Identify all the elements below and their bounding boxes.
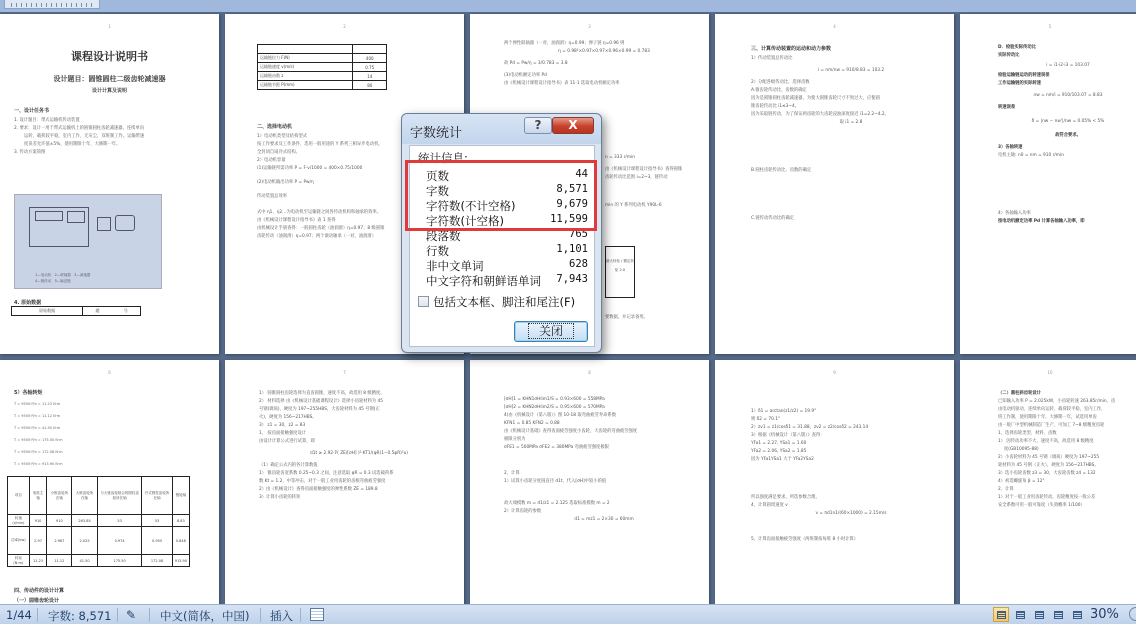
ruler-scale[interactable] [4, 0, 100, 9]
text-line: 工作运输链的实际转速 [998, 81, 1041, 86]
text-line: 3）选小齿轮齿数 z3 = 30，大齿轮齿数 z4 = 132 [998, 471, 1096, 476]
stat-label: 行数 [426, 244, 449, 258]
text-line: D．检验实际传动比 [998, 45, 1036, 50]
page-number: 2 [343, 24, 346, 29]
document-page-9[interactable] [715, 360, 954, 604]
dialog-title: 字数统计 [410, 126, 463, 141]
text-line: 3） z1 = 30，z2 = 83 [259, 423, 306, 428]
document-subtitle-2: 设计计算及说明 [91, 88, 127, 94]
text-line: 要数据，并记录备用。 [605, 315, 648, 320]
word-count-dialog [401, 113, 602, 353]
table-cell: 400 [353, 54, 387, 63]
close-button[interactable] [552, 117, 594, 134]
table-cell: 80 [353, 81, 387, 90]
text-line: 3）计算小齿轮的转矩 [259, 495, 301, 500]
macro-record-icon[interactable] [310, 608, 324, 621]
text-line: 1）对于一般工业用齿轮传动，齿轮精度按一般公差 [998, 495, 1096, 500]
text-line: [σH]2 = KHN2σHlim2/S = 0.95×600 = 570MPa [504, 405, 605, 410]
table-cell: 53 [97, 515, 142, 527]
section-heading: 4. 原始数据 [14, 300, 42, 306]
horizontal-ruler [0, 0, 1136, 12]
text-line: 2） 材料选择 由《机械设计基础课程设计》选择小齿轮材料为 45 [259, 399, 384, 404]
table-cell: 2.967 [47, 527, 72, 555]
help-icon: ? [534, 118, 542, 132]
diagram-label: 4—链传动 [35, 279, 52, 283]
table-cell: 172.08 [142, 555, 172, 567]
text-line: 4)由《机械设计（第八版）》图 10-18 取弯曲疲劳寿命系数 [504, 413, 617, 418]
text-line: 4）各轴输入功率 [998, 211, 1031, 216]
proofing-icon[interactable]: ✎ [126, 608, 137, 622]
stat-value: 9,679 [556, 198, 588, 210]
text-line: 1）δ1 = arctan(z1/z2) = 19.9° [751, 409, 817, 414]
word-count-indicator[interactable]: 字数: 8,571 [48, 609, 112, 623]
document-page-1[interactable] [0, 14, 219, 354]
text-line: 因为采取链传动，为了保证两齿轮的大齿轮浸油深度接近 i1=2.2~4.2。 [751, 112, 889, 117]
language-indicator[interactable]: 中文(简体，中国) [160, 609, 250, 623]
stat-non-chinese-words [426, 258, 588, 273]
text-line: 实际传动比 [998, 53, 1020, 58]
text-line: 轮材料为 45 号钢（正火），硬度为 156~217HBS。 [998, 463, 1099, 468]
stat-label: 字符数(不计空格) [426, 199, 516, 213]
text-line: 1） 锥齿轮齿宽系数 0.25~0.3 之间，注意选取 φR = 0.3 试选载荷系 [259, 471, 394, 476]
text-line: 因为是圆锥圆柱齿轮减速器，为使大圆锥齿轮尺寸不致过大，应使圆 [751, 96, 880, 101]
text-line: 度(GB10095-88) [1004, 447, 1039, 452]
text-line: 3）各轴转速 [998, 145, 1023, 150]
text-line: A.锥齿轮传动比、齿数的确定 [751, 88, 807, 93]
page-number: 6 [108, 370, 111, 375]
stat-label: 中文字符和朝鲜语单词 [426, 274, 541, 288]
text-line: 由电动机驱动，连续单向运转，载荷较平稳，室内工作， [998, 407, 1106, 412]
table-cell: 175.50 [97, 555, 142, 567]
stat-value: 11,599 [550, 213, 588, 225]
page-number: 7 [343, 370, 346, 375]
text-line: 2. 要求：设计一用于带式运输机上的圆锥圆柱齿轮减速器。连续单向 [14, 126, 145, 131]
table-header: 链轮轴 [172, 477, 189, 515]
web-layout-button[interactable] [1031, 607, 1047, 622]
stat-value: 765 [569, 228, 588, 240]
table-cell: 转矩(N·m) [8, 555, 30, 567]
text-line: [σH]1 = KHN1σHlim1/S = 0.93×600 = 558MPa [504, 397, 605, 402]
text-line: nw = nm/i = 910/103.07 = 8.83 [1033, 93, 1103, 98]
text-line: YFa2 = 2.06, YSa2 = 1.85 [751, 449, 807, 454]
draft-view-button[interactable] [1069, 607, 1085, 622]
table-cell: 功率(kw) [8, 527, 30, 555]
text-line: 度误差允许值±5%，使用期限十年，大修期一年。 [24, 142, 121, 147]
stat-asian-characters [426, 273, 588, 288]
text-line: v = πd1n1/(60×1000) = 2.15m/s [815, 511, 887, 516]
text-line: 由《机械设计课程设计指导书》表 1 查得 [257, 218, 336, 223]
text-line: 班工作制，使用期限十年，大修期一年，试选用单齿 [998, 415, 1097, 420]
text-line: B.圆柱齿轮传动比、齿数的确定 [751, 168, 812, 173]
table-cell: 14 [353, 72, 387, 81]
text-line: YFa1 = 2.27, YSa1 = 1.60 [751, 441, 807, 446]
text-line: 由《机械设计基础》查得齿面疲劳强度小齿轮，大齿轮的弯曲疲劳强度 [504, 429, 638, 434]
table-cell: 263.85 [72, 515, 98, 527]
diagram-label: 5—输送链 [54, 279, 71, 283]
table-cell: 11.12 [47, 555, 72, 567]
text-line: 电机主轴: n0 = nm = 910 r/min [998, 153, 1064, 158]
text-line: 按电动机额定功率 Pd 计算各轴输入功率，即 [998, 219, 1085, 224]
table-header: 电机主轴 [29, 477, 47, 515]
text-line: 锥齿轮传动比 i1≤3~4。 [751, 104, 800, 109]
table-cell: 0.848 [172, 527, 189, 555]
text-line: 1）试算小齿轮分度圆直径 d1t，代入[σH]中较小的值 [504, 479, 607, 484]
text-line: 1） 因传动功率不大，速度不高，故选用 8 级精度 [998, 439, 1094, 444]
text-line: 4、计算圆周速度 v [751, 503, 788, 508]
text-line: 故 Pd = Pw/η = 3/0.783 = 3.8 [504, 61, 568, 66]
text-line: 运转，载荷较平稳，室内工作，无灰尘，双班制工作。运输带速 [24, 134, 145, 139]
web-layout-icon [1035, 611, 1044, 619]
draft-icon [1073, 611, 1082, 619]
text-line: 故符合要求。 [1055, 133, 1081, 138]
outline-icon [1054, 611, 1063, 619]
stat-label: 字符数(计空格) [426, 214, 504, 228]
text-line: 数 Kt = 1.2，中等冲击，对于一般工业用齿轮的齿根弯曲疲劳强度 [259, 479, 386, 484]
diagram-label: 3—减速器 [74, 273, 91, 277]
table-cell: 号 [112, 307, 141, 316]
zoom-out-button[interactable] [1129, 607, 1136, 621]
text-line: i = i1·i2·i3 = 103.07 [1046, 63, 1090, 68]
table-cell: 运输链节距 P(mm) [258, 81, 353, 90]
text-line: 2）电动机容量 [257, 158, 286, 163]
text-line: 2、计算 [998, 487, 1014, 492]
text-line: 取 i1 = 2.8 [839, 120, 863, 125]
section-heading: 二、选择电动机 [257, 124, 293, 130]
section-heading: （一）圆锥齿轮设计 [14, 598, 60, 604]
text-line: σFE1 = 500MPa σFE2 = 380MPa 弯曲疲劳强度极限 [504, 445, 609, 450]
section-heading: 5）各轴转矩 [14, 390, 43, 396]
stat-label: 非中文单词 [426, 259, 484, 273]
close-icon: X [568, 118, 578, 132]
table-cell [258, 45, 353, 54]
document-page-6[interactable]: 6 5）各轴转矩 T = 9550·P/n = 11.23 N·m T = 9550·P/n = 11.12 N·m T = 9550·P/n = 41.50 N·m T = 9550·P/n = 175.50 N·m T = 9550·P/n = 172.08 N·m T = 9550·P/n = 913.90 N·m 项目 电机主轴 小锥齿轮所在轴 大锥齿轮所在轴 与大锥齿轮啮合的圆柱齿轮所在轴 开式圆柱齿轮所在轴 链轮轴 转速(r/min) 910 910 263.85 53 53 8.83 功率(kw) 2.97 2.967 2.025 0.974 0.955 0.848 转矩(N·m) 11.23 11.12 41.50 175.50 172.08 913.90 四、传动件的设计计算 （一）圆锥齿轮设计 [0, 360, 219, 604]
text-line: 极限分别为 [504, 437, 526, 442]
text-line: 1、 按齿面接触强度设计 [259, 431, 307, 436]
text-line: (1)运输链所需功率 P = F·v/1000 = 400×0.75/1000 [257, 166, 363, 171]
stat-value: 1,101 [556, 243, 588, 255]
text-line: C.链传动传动比的确定 [751, 216, 795, 221]
text-line: 3）根据《机械设计（第八版）》查得： [751, 433, 825, 438]
text-line: （1）确定公式内的各计算数值 [259, 463, 318, 468]
text-line: 由《机械设计课程设计指导书》表 11-1 选取电动机额定功率 [504, 81, 620, 86]
text-line: 式中 η1、η2…为电动机至运输链之间各传动机构和轴承的效率。 [257, 210, 381, 215]
close-dialog-button[interactable] [514, 321, 588, 342]
table-cell: 0.955 [142, 527, 172, 555]
text-line: 2）zv1 = z1/cosδ1 = 31.88，zv2 = z2/cosδ2 = 243.14 [751, 425, 869, 430]
text-line: 全封闭自扇冷式结构。 [257, 150, 300, 155]
document-subtitle: 设计题目：圆锥圆柱二级齿轮减速器 [53, 75, 166, 83]
text-line: 4）初选螺旋角 β = 12° [998, 479, 1045, 484]
table-cell: 0.75 [353, 63, 387, 72]
text-line: 由一般厂中型机械制造厂生产，可加工 7~8 级精度齿轮 [998, 423, 1105, 428]
text-line: 1）电动机类型及结构型式 [257, 134, 307, 139]
table-cell: 910 [47, 515, 72, 527]
table-cell: 8.83 [172, 515, 189, 527]
table-cell: 11.23 [29, 555, 47, 567]
document-page-5[interactable] [960, 14, 1136, 354]
text-line: 号钢(调质)，硬度为 197~255HBS，大齿轮材料为 45 号钢(正 [259, 407, 380, 412]
text-line: 5、计算齿面接触疲劳强度（两班制按每班 8 小时计算） [751, 537, 859, 542]
text-line: （二）圆柱斜齿轮设计 [998, 391, 1041, 396]
table-cell: 41.50 [72, 555, 98, 567]
shaft-parameters-table [7, 476, 190, 567]
table-cell: 题 [83, 307, 112, 316]
close-dialog-label: 关闭 [528, 323, 574, 339]
statistics-group-label: 统计信息: [418, 151, 468, 165]
table-header: 小锥齿轮所在轴 [47, 477, 72, 515]
document-page-8[interactable] [470, 360, 709, 604]
print-layout-view-button[interactable] [993, 607, 1009, 622]
table-cell: 0.974 [97, 527, 142, 555]
text-line: 转速误差 [998, 105, 1016, 110]
text-line: 因为 YFa1YSa1 大于 YFa2YSa2 [751, 457, 814, 462]
page-number: 5 [1048, 24, 1052, 29]
table-cell: 运输链齿数 z [258, 72, 353, 81]
stat-value: 628 [569, 258, 588, 270]
text-line: 2）分配各级传动比，选择齿数 [751, 80, 810, 85]
text-line: 1. 设计题目：带式运输机传动装置 [14, 118, 80, 123]
text-line: 火)，硬度为 156~217HBS。 [259, 415, 317, 420]
stat-label: 段落数 [426, 229, 461, 243]
transmission-diagram [14, 194, 162, 289]
table-cell: 运输链速度 v(m/s) [258, 63, 353, 72]
stat-value: 8,571 [556, 183, 588, 195]
text-line: 齿轮传动（油润滑）η=0.97；两个滚动轴承（一对，油润滑） [257, 234, 377, 239]
text-line: n = 333 r/min [605, 155, 635, 160]
stat-label: 字数 [426, 184, 449, 198]
table-cell: 913.90 [172, 555, 189, 567]
table-cell: 910 [29, 515, 47, 527]
table-cell: 最大转矩 / 额定转矩 2.0 [606, 259, 634, 272]
checkbox-icon[interactable] [418, 296, 429, 307]
diagram-label: 2—联轴器 [54, 273, 71, 277]
raw-data-table [11, 306, 141, 316]
page-number: 1 [108, 24, 111, 29]
diagram-label: 1—电动机 [35, 273, 52, 277]
text-line: 2）计算齿轮的参数 [504, 509, 542, 514]
table-cell: 运输链拉力 F(N) [258, 54, 353, 63]
motor-table-fragment [605, 246, 635, 298]
text-line: δ = |nw − nw'|/nw = 0.05% < 5% [1031, 119, 1105, 124]
parameter-table [257, 44, 387, 90]
document-page-7[interactable]: 7 1） 圆锥圆柱齿轮选择为直齿圆锥，速度不高，故选用 8 级精度。 2） 材料选择 由《机械设计基础课程设计》选择小齿轮材料为 45 号钢(调质)，硬度为 197~255HBS，大齿轮材料为 45 号钢(正 火)，硬度为 156~217HBS。 3） z1 = 30，z2 = 83 1、 按齿面接触强度设计 由设计计算公式进行试算，即 d1t ≥ 2.92·∛( ZE/[σH] )²·KT1/(φR(1−0.5φR)²u) （1）确定公式内的各计算数值 1） 锥齿轮齿宽系数 0.25~0.3 之间，注意选取 φR = 0.3 试选载荷系 数 Kt = 1.2，中等冲击，对于一般工业用齿轮的齿根弯曲疲劳强度 2）由《机械设计》查得齿面接触强度的弹性系数 ZE = 189.8 3）计算小齿轮的转矩 [225, 360, 464, 604]
text-line: 1）传动装置总传动比 [751, 56, 793, 61]
text-line: 1） 圆锥圆柱齿轮选择为直齿圆锥，速度不高，故选用 8 级精度。 [259, 391, 385, 396]
text-line: 2、计算 [504, 471, 520, 476]
outline-view-button[interactable] [1050, 607, 1066, 622]
table-cell [353, 45, 387, 54]
dialog-titlebar[interactable] [402, 114, 601, 144]
text-line: 所以强度满足要求，所选参数合理。 [751, 495, 820, 500]
page-number: 8 [588, 370, 591, 375]
text-line: 故大端模数 m = d1/z1 = 2.125 选取标准模数 m = 2 [504, 501, 610, 506]
help-button[interactable] [524, 117, 552, 134]
text-line: 传动装置总效率 [257, 194, 288, 199]
text-line: min 的 Y 系列电动机 Y90L-6 [605, 203, 662, 208]
document-page-4[interactable] [715, 14, 954, 354]
stat-label: 页数 [426, 169, 449, 183]
text-line: 齿轮传动比范围 i=2~3，链传动 [605, 175, 668, 180]
text-line: 按工作要求及工作条件，选用一般用途的 Y 系列三相异步电动机， [257, 142, 383, 147]
text-line: 3. 传动方案简图 [14, 150, 46, 155]
text-line: (3)电动机额定功率 Pd [504, 73, 547, 78]
text-line: 由机械设计手册查得：一般圆柱齿轮（油润滑）η=0.97；8 级圆锥 [257, 226, 385, 231]
document-page-10[interactable] [960, 360, 1136, 604]
text-line: 则 δ2 = 70.1° [751, 417, 781, 422]
page-number: 3 [588, 24, 591, 29]
text-line: 检验运输链运动的转速误差 [998, 73, 1050, 78]
table-cell: 原始数据 [12, 307, 83, 316]
print-layout-icon [997, 611, 1006, 619]
table-cell: 2.97 [29, 527, 47, 555]
page-number: 9 [833, 370, 836, 375]
table-header: 开式圆柱齿轮所在轴 [142, 477, 172, 515]
table-header: 大锥齿轮所在轴 [72, 477, 98, 515]
stat-value: 44 [575, 168, 588, 180]
stat-value: 7,943 [556, 273, 588, 285]
text-line: i = nm/nw = 910/8.83 = 103.2 [817, 68, 885, 73]
document-title: 课程设计说明书 [71, 50, 148, 63]
text-line: d1 = mz1 = 2×30 = 60mm [574, 517, 634, 522]
text-line: 2）小齿轮材料为 45 号钢（调质）硬度为 197~255 [998, 455, 1100, 460]
full-screen-reading-button[interactable] [1012, 607, 1028, 622]
table-header: 与大锥齿轮啮合的圆柱齿轮所在轴 [97, 477, 142, 515]
page-number: 4 [833, 24, 836, 29]
page-number: 10 [1047, 370, 1053, 375]
page-indicator[interactable]: 1/44 [6, 608, 32, 622]
red-highlight-box [405, 160, 597, 231]
stat-lines [426, 243, 588, 258]
text-line: 2）由《机械设计》查得齿面接触强度的弹性系数 ZE = 189.8 [259, 487, 378, 492]
table-cell: 2.025 [72, 527, 98, 555]
reading-icon [1016, 611, 1025, 619]
table-cell: 转速(r/min) [8, 515, 30, 527]
section-heading: 一、设计任务书 [14, 108, 50, 114]
text-line: 由设计计算公式进行试算，即 [259, 439, 315, 444]
text-line: KFN1 = 0.85 KFN2 = 0.88 [504, 421, 560, 426]
section-heading: 三、计算传动装置的运动和动力参数 [751, 46, 832, 52]
include-textboxes-checkbox[interactable] [418, 294, 575, 310]
table-cell: 53 [142, 515, 172, 527]
table-header: 项目 [8, 477, 30, 515]
zoom-level[interactable]: 30% [1090, 607, 1119, 622]
text-line: (2)电动机输出功率 P = Pw/η [257, 180, 314, 185]
text-line: 由《机械设计课程设计指导书》查得圆锥 [605, 167, 683, 172]
text-line: η = 0.98²×0.97×0.97×0.96×0.99 = 0.783 [558, 49, 650, 54]
text-line: 安全系数可用一般可靠度（失效概率 1/100） [998, 503, 1085, 508]
checkbox-label: 包括文本框、脚注和尾注(F) [433, 295, 576, 309]
section-heading: 四、传动件的设计计算 [14, 588, 65, 594]
text-line: 两个弹性联轴器（一对，油润滑）η=0.99；弹子链 η=0.96 则 [504, 41, 625, 46]
text-line: 已知输入功率 P = 2.025kW，小齿轮转速 263.85r/min，齿 [998, 399, 1116, 404]
status-bar [0, 604, 1136, 624]
insert-mode-indicator[interactable]: 插入 [270, 609, 293, 623]
text-line: 1、选择齿轮类型、材料、齿数 [998, 431, 1057, 436]
